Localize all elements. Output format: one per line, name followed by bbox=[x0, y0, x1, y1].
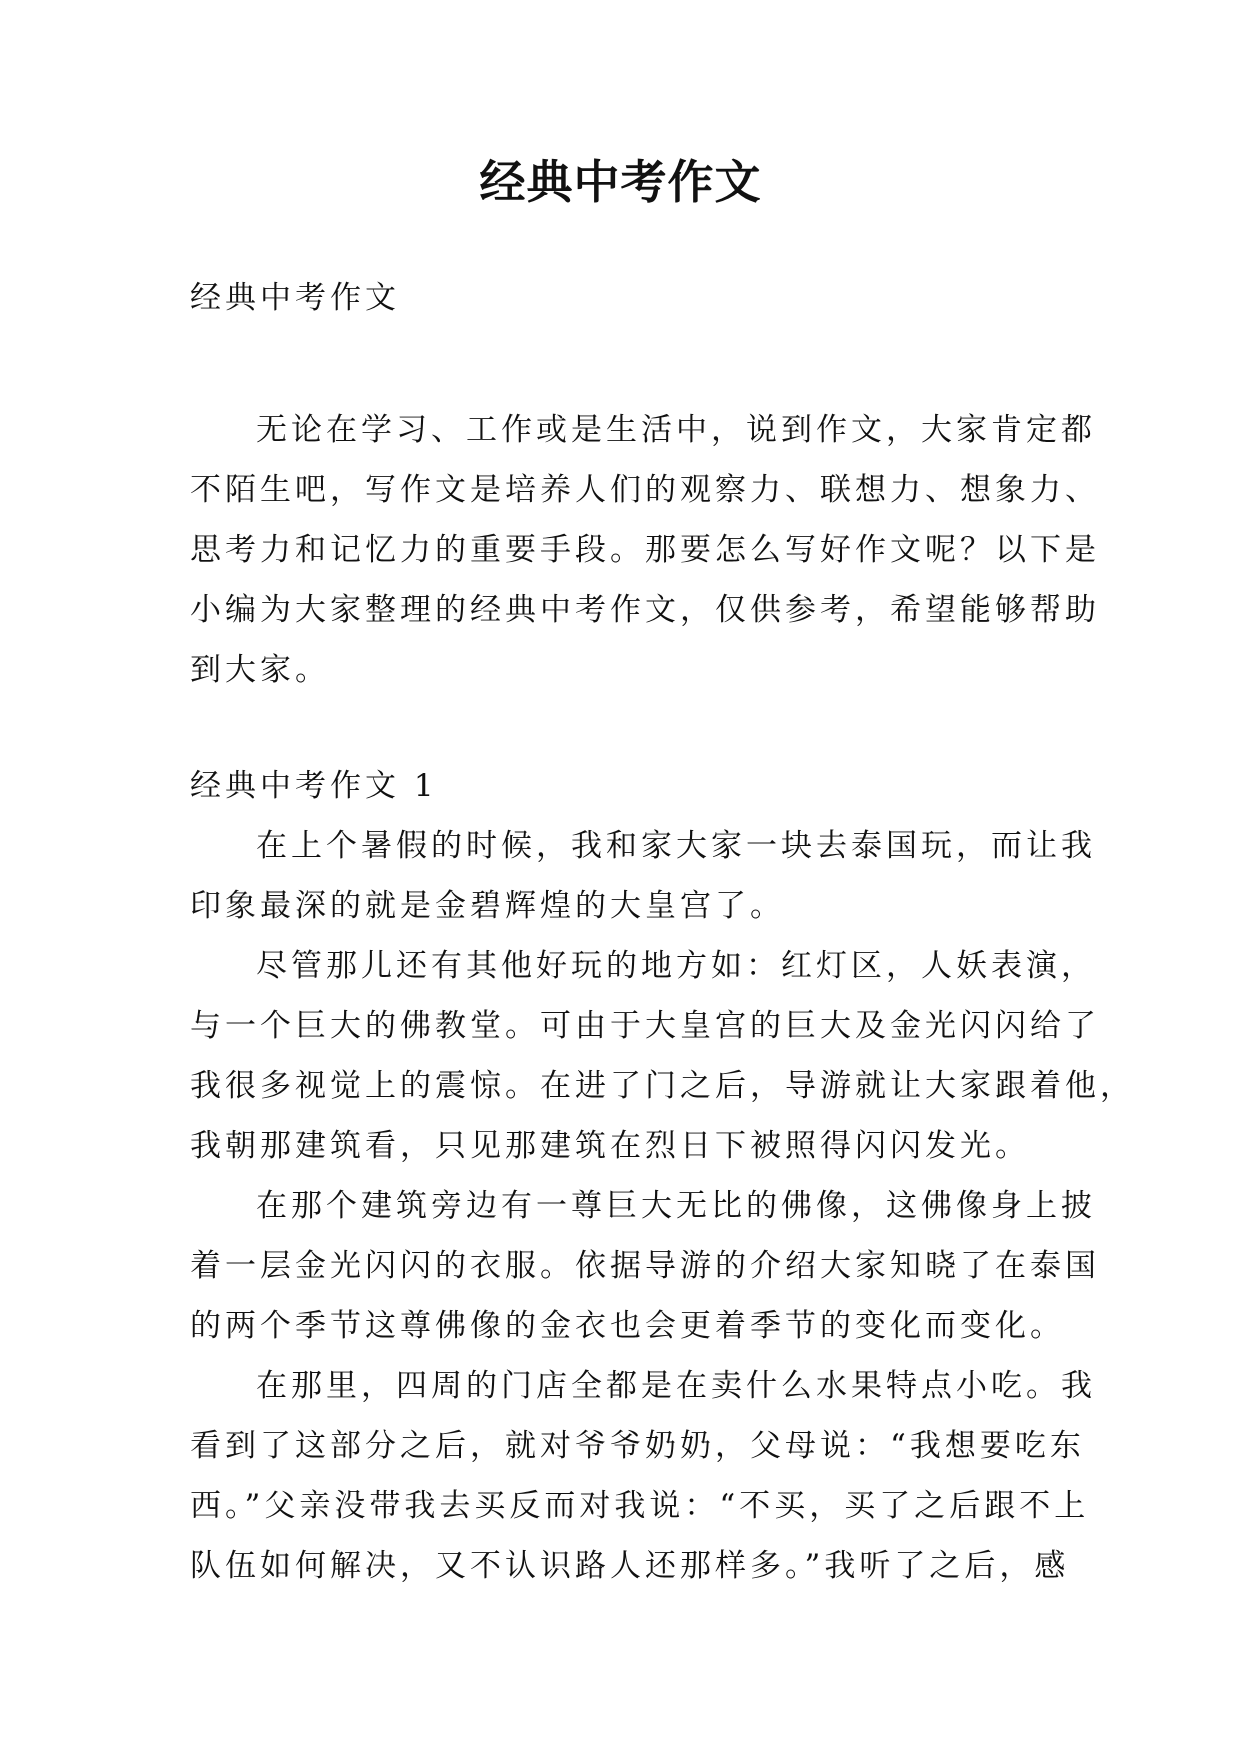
essay-line: 在那里，四周的门店全都是在卖什么水果特点小吃。我 bbox=[256, 1368, 1096, 1404]
intro-line: 思考力和记忆力的重要手段。那要怎么写好作文呢？以下是 bbox=[190, 532, 1100, 568]
essay-heading: 经典中考作文 1 bbox=[190, 768, 438, 804]
essay-line: 看到了这部分之后，就对爷爷奶奶，父母说：“我想要吃东 bbox=[190, 1428, 1085, 1464]
intro-line: 小编为大家整理的经典中考作文，仅供参考，希望能够帮助 bbox=[190, 592, 1100, 628]
intro-line: 无论在学习、工作或是生活中，说到作文，大家肯定都 bbox=[256, 412, 1096, 448]
essay-line: 与一个巨大的佛教堂。可由于大皇宫的巨大及金光闪闪给了 bbox=[190, 1008, 1100, 1044]
essay-line: 我很多视觉上的震惊。在进了门之后，导游就让大家跟着他， bbox=[190, 1068, 1135, 1104]
essay-line: 着一层金光闪闪的衣服。依据导游的介绍大家知晓了在泰国 bbox=[190, 1248, 1100, 1284]
essay-line: 的两个季节这尊佛像的金衣也会更着季节的变化而变化。 bbox=[190, 1308, 1065, 1344]
essay-line: 我朝那建筑看，只见那建筑在烈日下被照得闪闪发光。 bbox=[190, 1128, 1030, 1164]
essay-line: 尽管那儿还有其他好玩的地方如：红灯区，人妖表演， bbox=[256, 948, 1096, 984]
essay-line: 在上个暑假的时候，我和家大家一块去泰国玩，而让我 bbox=[256, 828, 1096, 864]
essay-line: 在那个建筑旁边有一尊巨大无比的佛像，这佛像身上披 bbox=[256, 1188, 1096, 1224]
document-title: 经典中考作文 bbox=[479, 155, 762, 209]
document-subtitle: 经典中考作文 bbox=[190, 280, 400, 316]
essay-line: 西。”父亲没带我去买反而对我说：“不买，买了之后跟不上 bbox=[190, 1488, 1090, 1524]
intro-line: 不陌生吧，写作文是培养人们的观察力、联想力、想象力、 bbox=[190, 472, 1100, 508]
intro-line: 到大家。 bbox=[190, 652, 330, 688]
essay-line: 印象最深的就是金碧辉煌的大皇宫了。 bbox=[190, 888, 785, 924]
essay-line: 队伍如何解决，又不认识路人还那样多。”我听了之后，感 bbox=[190, 1548, 1070, 1584]
